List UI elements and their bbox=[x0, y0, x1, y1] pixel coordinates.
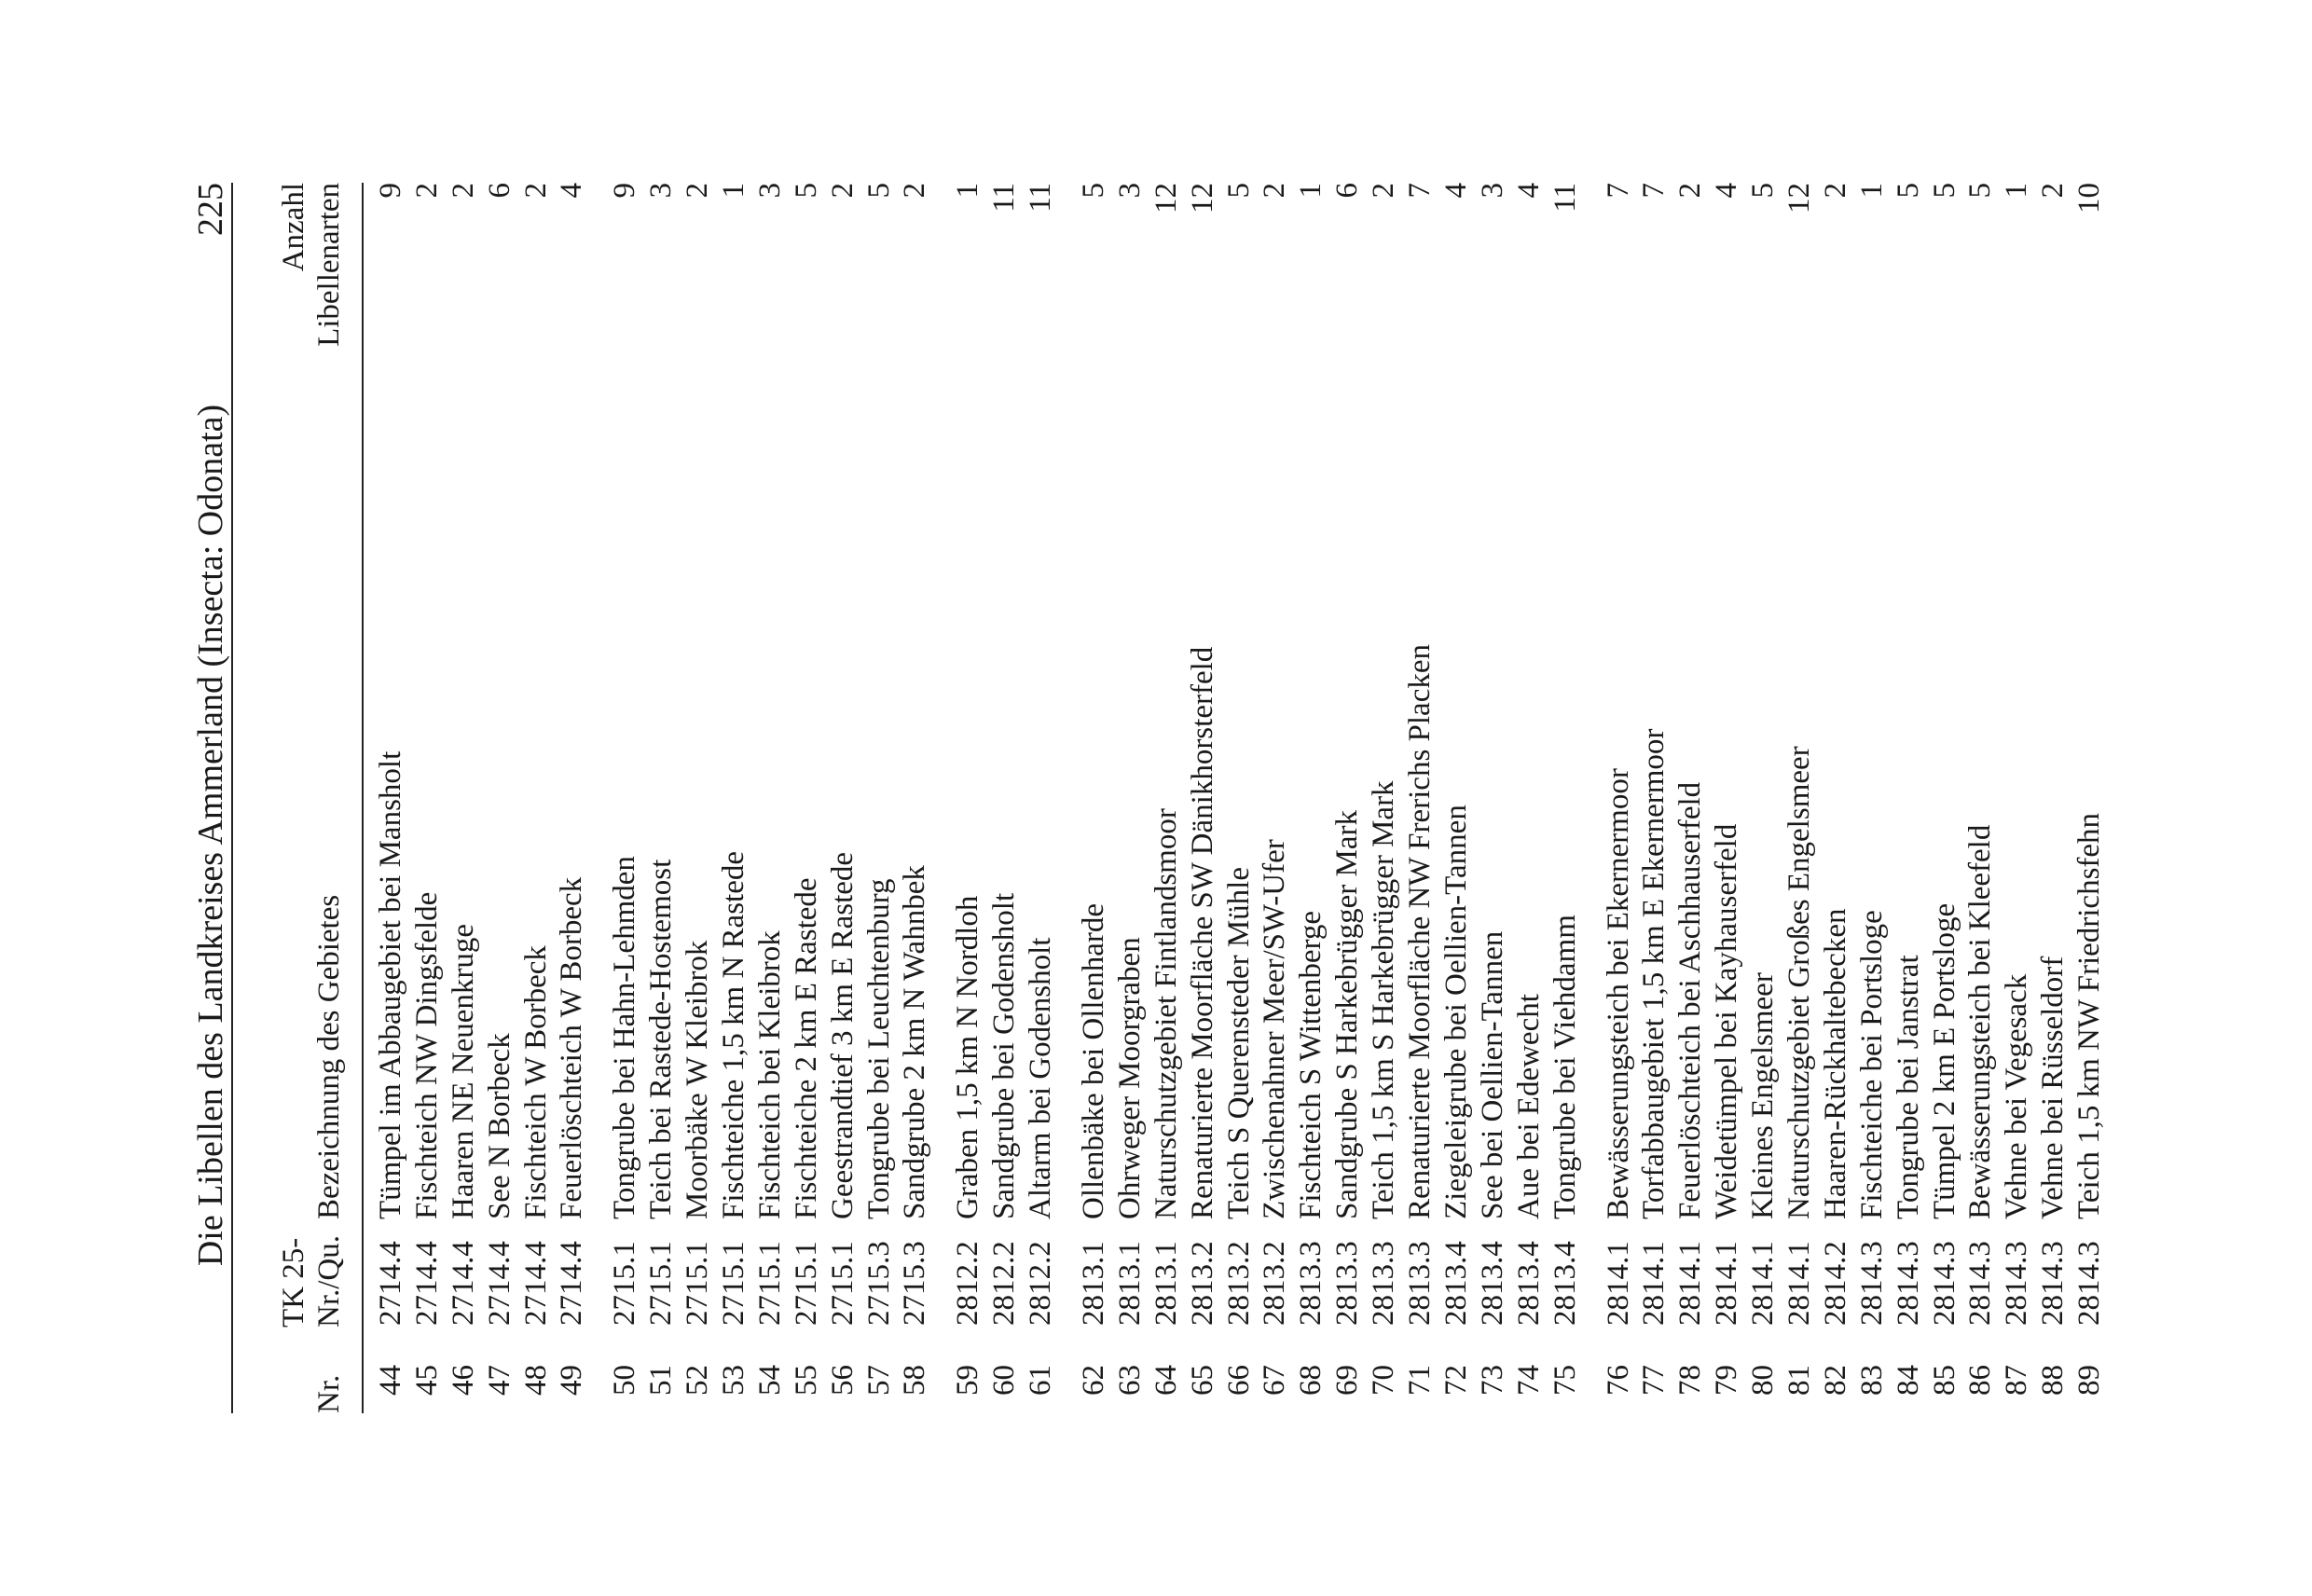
site-name: Tongrube bei Hahn-Lehmden bbox=[608, 856, 642, 1219]
row-number: 68 bbox=[1294, 1365, 1328, 1396]
site-name: Weidetümpel bei Kayhauserfeld bbox=[1710, 823, 1744, 1219]
table-row bbox=[861, 0, 898, 1596]
table-row bbox=[1927, 0, 1963, 1596]
site-name: Feuerlöschteich bei Aschhauserfeld bbox=[1673, 781, 1708, 1219]
tk-quadrant: 2813.3 bbox=[1403, 1241, 1438, 1326]
row-number: 65 bbox=[1185, 1365, 1219, 1396]
column-header-anzahl-line1: Anzahl bbox=[277, 183, 310, 272]
row-number: 46 bbox=[446, 1365, 480, 1396]
table-row bbox=[373, 0, 409, 1596]
tk-quadrant: 2714.4 bbox=[482, 1241, 516, 1326]
tk-quadrant: 2814.1 bbox=[1782, 1241, 1816, 1326]
row-group bbox=[1076, 0, 1583, 1596]
species-count: 1 bbox=[951, 183, 985, 199]
table-row bbox=[1745, 0, 1782, 1596]
running-head bbox=[175, 183, 231, 1413]
row-number: 75 bbox=[1548, 1365, 1582, 1396]
site-name: Tümpel im Abbaugebiet bei Mansholt bbox=[374, 750, 407, 1219]
species-count: 9 bbox=[608, 183, 642, 199]
table-row bbox=[1366, 0, 1402, 1596]
row-number: 59 bbox=[951, 1365, 985, 1396]
table-body bbox=[373, 0, 2125, 1596]
tk-quadrant: 2714.4 bbox=[518, 1241, 553, 1326]
row-number: 72 bbox=[1438, 1365, 1473, 1396]
tk-quadrant: 2715.1 bbox=[681, 1241, 715, 1326]
tk-quadrant: 2813.3 bbox=[1367, 1241, 1401, 1326]
tk-quadrant: 2715.1 bbox=[789, 1241, 823, 1326]
species-count: 5 bbox=[1746, 183, 1781, 199]
table-row bbox=[1329, 0, 1366, 1596]
species-count: 7 bbox=[1403, 183, 1438, 199]
row-number: 49 bbox=[555, 1365, 589, 1396]
tk-quadrant: 2813.2 bbox=[1185, 1241, 1219, 1326]
tk-quadrant: 2714.4 bbox=[374, 1241, 407, 1326]
table-row bbox=[1149, 0, 1185, 1596]
row-number: 56 bbox=[825, 1365, 860, 1396]
table-row bbox=[1999, 0, 2035, 1596]
tk-quadrant: 2814.3 bbox=[2036, 1241, 2071, 1326]
species-count: 3 bbox=[1475, 183, 1509, 199]
row-number: 74 bbox=[1511, 1365, 1546, 1396]
tk-quadrant: 2714.4 bbox=[446, 1241, 480, 1326]
table-row bbox=[554, 0, 590, 1596]
species-count: 5 bbox=[861, 183, 896, 199]
species-count: 11 bbox=[1548, 183, 1582, 213]
site-name: See N Borbeck bbox=[482, 1033, 516, 1219]
header-rule bbox=[362, 183, 364, 1413]
row-number: 54 bbox=[752, 1365, 787, 1396]
table-row bbox=[1076, 0, 1112, 1596]
species-count: 1 bbox=[717, 183, 751, 199]
tk-quadrant: 2715.1 bbox=[752, 1241, 787, 1326]
row-number: 78 bbox=[1673, 1365, 1708, 1396]
row-number: 55 bbox=[789, 1365, 823, 1396]
table-row bbox=[950, 0, 986, 1596]
tk-quadrant: 2812.2 bbox=[951, 1241, 985, 1326]
tk-quadrant: 2813.2 bbox=[1221, 1241, 1256, 1326]
column-header-tk-line2: Nr./Qu. bbox=[312, 1235, 346, 1328]
row-number: 81 bbox=[1782, 1365, 1816, 1396]
tk-quadrant: 2715.3 bbox=[861, 1241, 896, 1326]
table-row bbox=[1601, 0, 1637, 1596]
column-header-tk-line1: TK 25- bbox=[277, 1237, 310, 1328]
species-count: 10 bbox=[2072, 183, 2107, 213]
row-number: 71 bbox=[1403, 1365, 1438, 1396]
column-header-nr bbox=[254, 1348, 347, 1413]
tk-quadrant: 2813.2 bbox=[1258, 1241, 1292, 1326]
tk-quadrant: 2814.2 bbox=[1818, 1241, 1852, 1326]
species-count: 2 bbox=[898, 183, 932, 199]
row-number: 58 bbox=[898, 1365, 932, 1396]
site-name: See bei Oellien-Tannen bbox=[1475, 930, 1509, 1219]
tk-quadrant: 2813.1 bbox=[1112, 1241, 1147, 1326]
table-row bbox=[680, 0, 716, 1596]
table-row bbox=[1438, 0, 1475, 1596]
site-name: Geestrandtief 3 km E Rastede bbox=[825, 851, 860, 1219]
species-count: 5 bbox=[1963, 183, 1998, 199]
species-count: 7 bbox=[1601, 183, 1635, 199]
table-row bbox=[789, 0, 825, 1596]
site-name: Teich S Querensteder Mühle bbox=[1221, 867, 1256, 1219]
species-count: 2 bbox=[825, 183, 860, 199]
tk-quadrant: 2814.1 bbox=[1673, 1241, 1708, 1326]
site-name: Renaturierte Moorfläche SW Dänikhorsterfeld bbox=[1185, 646, 1219, 1219]
table-row bbox=[2035, 0, 2071, 1596]
row-number: 88 bbox=[2036, 1365, 2071, 1396]
site-name: Altarm bei Godensholt bbox=[1024, 937, 1058, 1219]
table-row bbox=[1709, 0, 1745, 1596]
species-count: 1 bbox=[2000, 183, 2034, 199]
row-number: 64 bbox=[1149, 1365, 1183, 1396]
table-row bbox=[409, 0, 446, 1596]
row-number: 67 bbox=[1258, 1365, 1292, 1396]
species-count: 12 bbox=[1185, 183, 1219, 213]
tk-quadrant: 2714.4 bbox=[555, 1241, 589, 1326]
tk-quadrant: 2715.1 bbox=[717, 1241, 751, 1326]
tk-quadrant: 2814.1 bbox=[1637, 1241, 1672, 1326]
site-name: Tongrube bei Leuchtenburg bbox=[861, 878, 896, 1219]
species-count: 2 bbox=[681, 183, 715, 199]
table-row bbox=[1185, 0, 1221, 1596]
tk-quadrant: 2715.1 bbox=[825, 1241, 860, 1326]
row-number: 69 bbox=[1330, 1365, 1365, 1396]
row-number: 44 bbox=[374, 1365, 407, 1396]
site-name: Tümpel 2 km E Portsloge bbox=[1927, 902, 1961, 1219]
site-name: Sandgrube S Harkebrügger Mark bbox=[1330, 810, 1365, 1219]
row-group bbox=[950, 0, 1059, 1596]
row-number: 89 bbox=[2072, 1365, 2107, 1396]
tk-quadrant: 2814.3 bbox=[2072, 1241, 2107, 1326]
species-count: 1 bbox=[1854, 183, 1889, 199]
site-name: Vehne bei Rüsseldorf bbox=[2036, 956, 2071, 1219]
row-number: 45 bbox=[409, 1365, 444, 1396]
table-row bbox=[1891, 0, 1927, 1596]
table-row bbox=[1854, 0, 1891, 1596]
species-count: 6 bbox=[482, 183, 516, 199]
species-count: 2 bbox=[1673, 183, 1708, 199]
table-row bbox=[1221, 0, 1258, 1596]
row-number: 87 bbox=[2000, 1365, 2034, 1396]
tk-quadrant: 2813.1 bbox=[1077, 1241, 1111, 1326]
table-row bbox=[986, 0, 1023, 1596]
tk-quadrant: 2813.4 bbox=[1438, 1241, 1473, 1326]
tk-quadrant: 2814.3 bbox=[1927, 1241, 1961, 1326]
species-count: 2 bbox=[446, 183, 480, 199]
site-name: Bewässerungsteich bei Ekernermoor bbox=[1601, 768, 1635, 1219]
site-name: Haaren NE Neuenkruge bbox=[446, 923, 480, 1219]
table-row bbox=[1257, 0, 1293, 1596]
site-name: Ohrweger Moorgraben bbox=[1112, 937, 1147, 1219]
species-count: 5 bbox=[789, 183, 823, 199]
table-row bbox=[1475, 0, 1511, 1596]
table-row bbox=[482, 0, 518, 1596]
species-count: 2 bbox=[2036, 183, 2071, 199]
table-row bbox=[1112, 0, 1149, 1596]
tk-quadrant: 2812.2 bbox=[1024, 1241, 1058, 1326]
site-name: Naturschutzgebiet Fintlandsmoor bbox=[1149, 808, 1183, 1219]
column-header-anzahl-line2: Libellenarten bbox=[312, 183, 346, 347]
table-row bbox=[518, 0, 555, 1596]
row-number: 83 bbox=[1854, 1365, 1889, 1396]
row-number: 62 bbox=[1077, 1365, 1111, 1396]
row-group bbox=[607, 0, 933, 1596]
tk-quadrant: 2715.1 bbox=[644, 1241, 679, 1326]
tk-quadrant: 2715.3 bbox=[898, 1241, 932, 1326]
table-row bbox=[607, 0, 643, 1596]
table-row bbox=[1511, 0, 1548, 1596]
site-name: Sandgrube 2 km N Wahnbek bbox=[898, 865, 932, 1219]
site-name: Fischteich S Wittenberge bbox=[1294, 910, 1328, 1219]
table-row bbox=[446, 0, 482, 1596]
site-name: Tongrube bei Janstrat bbox=[1891, 955, 1925, 1219]
species-count: 1 bbox=[1294, 183, 1328, 199]
table-row bbox=[1962, 0, 1999, 1596]
species-count: 2 bbox=[518, 183, 553, 199]
species-count: 6 bbox=[1330, 183, 1365, 199]
species-count: 5 bbox=[1891, 183, 1925, 199]
table-row bbox=[1818, 0, 1854, 1596]
row-number: 51 bbox=[644, 1365, 679, 1396]
species-count: 4 bbox=[1511, 183, 1546, 199]
site-name: Graben 1,5 km N Nordloh bbox=[951, 895, 985, 1219]
row-number: 80 bbox=[1746, 1365, 1781, 1396]
row-number: 76 bbox=[1601, 1365, 1635, 1396]
table-row bbox=[1402, 0, 1438, 1596]
species-count: 11 bbox=[1024, 183, 1058, 213]
site-name: Torfabbaugebiet 1,5 km E Ekernermoor bbox=[1637, 728, 1672, 1219]
site-name: Ziegeleigrube bei Oellien-Tannen bbox=[1438, 805, 1473, 1219]
row-number: 60 bbox=[987, 1365, 1022, 1396]
page-number: 225 bbox=[191, 183, 230, 236]
table-row bbox=[897, 0, 933, 1596]
row-number: 53 bbox=[717, 1365, 751, 1396]
site-name: Aue bei Edewecht bbox=[1511, 994, 1546, 1219]
species-count: 2 bbox=[1258, 183, 1292, 199]
site-name: Fischteich NW Dingsfelde bbox=[409, 891, 444, 1219]
site-name: Feuerlöschteich W Borbeck bbox=[555, 876, 589, 1219]
site-name: Sandgrube bei Godensholt bbox=[987, 892, 1022, 1219]
site-name: Kleines Engelsmeer bbox=[1746, 972, 1781, 1219]
tk-quadrant: 2814.1 bbox=[1601, 1241, 1635, 1326]
tk-quadrant: 2715.1 bbox=[608, 1241, 642, 1326]
site-name: Fischteich W Borbeck bbox=[518, 945, 553, 1219]
row-number: 70 bbox=[1367, 1365, 1401, 1396]
tk-quadrant: 2813.3 bbox=[1294, 1241, 1328, 1326]
tk-quadrant: 2714.4 bbox=[409, 1241, 444, 1326]
tk-quadrant: 2814.3 bbox=[1963, 1241, 1998, 1326]
species-count: 4 bbox=[555, 183, 589, 199]
site-name: Vehne bei Vegesack bbox=[2000, 973, 2034, 1219]
site-name: Fischteich bei Kleibrok bbox=[752, 930, 787, 1219]
column-header-nr-label: Nr. bbox=[312, 1374, 346, 1413]
tk-quadrant: 2813.3 bbox=[1330, 1241, 1365, 1326]
species-count: 5 bbox=[1077, 183, 1111, 199]
species-count: 3 bbox=[644, 183, 679, 199]
species-count: 4 bbox=[1710, 183, 1744, 199]
species-count: 12 bbox=[1782, 183, 1816, 213]
species-count: 2 bbox=[409, 183, 444, 199]
table-row bbox=[1023, 0, 1059, 1596]
running-head-title: Die Libellen des Landkreises Ammerland (Insecta: Odonata) bbox=[191, 404, 230, 1267]
row-number: 47 bbox=[482, 1365, 516, 1396]
top-rule bbox=[231, 183, 233, 1413]
tk-quadrant: 2813.4 bbox=[1475, 1241, 1509, 1326]
site-name: Teich 1,5 km S Harkebrügger Mark bbox=[1367, 780, 1401, 1219]
column-header-anzahl bbox=[254, 183, 347, 360]
tk-quadrant: 2814.1 bbox=[1710, 1241, 1744, 1326]
tk-quadrant: 2814.1 bbox=[1746, 1241, 1781, 1326]
species-count: 11 bbox=[987, 183, 1022, 213]
row-group bbox=[373, 0, 590, 1596]
species-count: 3 bbox=[752, 183, 787, 199]
table-row bbox=[716, 0, 752, 1596]
site-name: Tongrube bei Viehdamm bbox=[1548, 915, 1582, 1219]
table-row bbox=[1672, 0, 1709, 1596]
tk-quadrant: 2813.4 bbox=[1548, 1241, 1582, 1326]
row-number: 52 bbox=[681, 1365, 715, 1396]
site-name: Teich 1,5 km NW Friedrichsfehn bbox=[2072, 812, 2107, 1219]
tk-quadrant: 2814.3 bbox=[1854, 1241, 1889, 1326]
site-name: Ollenbäke bei Ollenharde bbox=[1077, 902, 1111, 1219]
species-count: 5 bbox=[1221, 183, 1256, 199]
species-count: 5 bbox=[1927, 183, 1961, 199]
row-number: 82 bbox=[1818, 1365, 1852, 1396]
table-row bbox=[1636, 0, 1672, 1596]
table-row bbox=[2071, 0, 2108, 1596]
species-count: 12 bbox=[1149, 183, 1183, 213]
site-name: Fischteiche 2 km E Rastede bbox=[789, 877, 823, 1219]
tk-quadrant: 2813.4 bbox=[1511, 1241, 1546, 1326]
row-number: 85 bbox=[1927, 1365, 1961, 1396]
table-row bbox=[1548, 0, 1584, 1596]
species-count: 3 bbox=[1112, 183, 1147, 199]
row-number: 57 bbox=[861, 1365, 896, 1396]
row-number: 66 bbox=[1221, 1365, 1256, 1396]
table-row bbox=[1782, 0, 1818, 1596]
row-number: 50 bbox=[608, 1365, 642, 1396]
site-name: Haaren-Rückhaltebecken bbox=[1818, 908, 1852, 1219]
row-number: 84 bbox=[1891, 1365, 1925, 1396]
row-number: 73 bbox=[1475, 1365, 1509, 1396]
tk-quadrant: 2813.1 bbox=[1149, 1241, 1183, 1326]
tk-quadrant: 2814.3 bbox=[2000, 1241, 2034, 1326]
species-count: 4 bbox=[1438, 183, 1473, 199]
column-header-bezeichnung-label: Bezeichnung des Gebietes bbox=[312, 894, 346, 1219]
row-number: 61 bbox=[1024, 1365, 1058, 1396]
site-name: Zwischenahner Meer/SW-Ufer bbox=[1258, 839, 1292, 1219]
species-count: 7 bbox=[1637, 183, 1672, 199]
tk-quadrant: 2814.3 bbox=[1891, 1241, 1925, 1326]
row-group bbox=[1601, 0, 2108, 1596]
site-name: Fischteiche bei Portsloge bbox=[1854, 910, 1889, 1219]
species-count: 2 bbox=[1367, 183, 1401, 199]
table-row bbox=[752, 0, 789, 1596]
site-name: Teich bei Rastede-Hostemost bbox=[644, 859, 679, 1219]
site-name: Bewässerungsteich bei Kleefeld bbox=[1963, 824, 1998, 1219]
row-number: 63 bbox=[1112, 1365, 1147, 1396]
column-header-bezeichnung bbox=[254, 895, 347, 1219]
row-number: 48 bbox=[518, 1365, 553, 1396]
row-number: 77 bbox=[1637, 1365, 1672, 1396]
table-row bbox=[643, 0, 680, 1596]
species-count: 9 bbox=[374, 183, 407, 199]
site-name: Moorbäke W Kleibrok bbox=[681, 940, 715, 1219]
species-count: 2 bbox=[1818, 183, 1852, 199]
row-number: 79 bbox=[1710, 1365, 1744, 1396]
table-row bbox=[825, 0, 861, 1596]
site-name: Naturschutzgebiet Großes Engelsmeer bbox=[1782, 746, 1816, 1219]
table-row bbox=[1293, 0, 1329, 1596]
site-name: Fischteiche 1,5 km N Rastede bbox=[717, 850, 751, 1219]
tk-quadrant: 2812.2 bbox=[987, 1241, 1022, 1326]
row-number: 86 bbox=[1963, 1365, 1998, 1396]
site-name: Renaturierte Moorfläche NW Frerichs Placken bbox=[1403, 644, 1438, 1219]
